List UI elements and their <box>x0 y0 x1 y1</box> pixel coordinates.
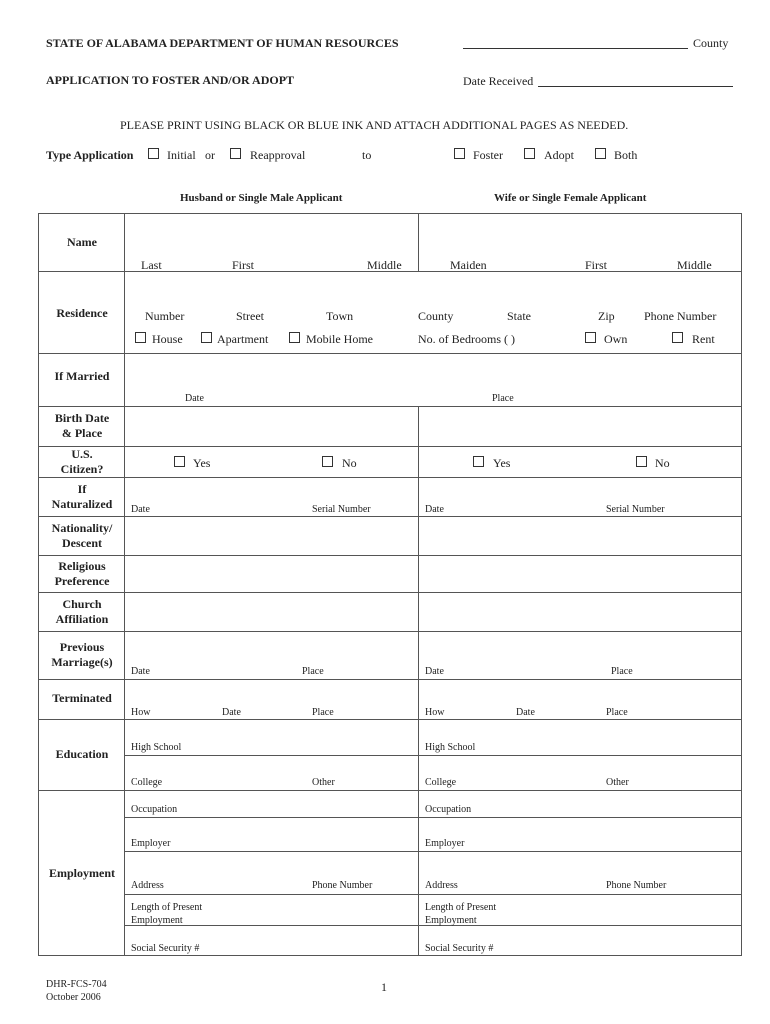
initial-checkbox[interactable] <box>148 148 159 159</box>
wife-length-label-line2: Employment <box>425 915 477 926</box>
apartment-label: Apartment <box>217 332 269 346</box>
husband-phone-label: Phone Number <box>312 880 373 891</box>
phone-number-label: Phone Number <box>644 309 717 323</box>
wife-first-label: First <box>585 258 608 272</box>
husband-previous-date-label: Date <box>131 666 150 677</box>
rent-label: Rent <box>692 332 715 346</box>
row-line <box>124 894 742 895</box>
adopt-label: Adopt <box>544 148 574 162</box>
row-line <box>38 679 742 680</box>
husband-length-label-line1: Length of Present <box>131 902 203 913</box>
husband-citizen-no-label: No <box>342 456 357 470</box>
wife-previous-date-label: Date <box>425 666 444 677</box>
religious-label-line1: Religious <box>58 559 106 573</box>
church-label-line2: Affiliation <box>55 612 109 626</box>
wife-maiden-label: Maiden <box>450 258 487 272</box>
wife-other-label: Other <box>606 777 629 788</box>
wife-citizen-no-checkbox[interactable] <box>636 456 647 467</box>
column-divider <box>418 406 419 956</box>
husband-citizen-yes-label: Yes <box>193 456 211 470</box>
husband-previous-place-label: Place <box>302 666 324 677</box>
wife-citizen-no-label: No <box>655 456 670 470</box>
or-text: or <box>205 148 215 162</box>
wife-citizen-yes-checkbox[interactable] <box>473 456 484 467</box>
row-line <box>38 516 742 517</box>
house-checkbox[interactable] <box>135 332 146 343</box>
terminated-label: Terminated <box>52 691 112 705</box>
type-application-label: Type Application <box>46 148 134 162</box>
agency-title: STATE OF ALABAMA DEPARTMENT OF HUMAN RESOURCES <box>46 36 399 50</box>
husband-occupation-label: Occupation <box>131 804 178 815</box>
husband-column-header: Husband or Single Male Applicant <box>180 192 343 204</box>
naturalized-label-line2: Naturalized <box>51 497 113 511</box>
husband-college-label: College <box>131 777 163 788</box>
if-married-label: If Married <box>54 369 110 383</box>
bedrooms-label: No. of Bedrooms ( ) <box>418 332 515 346</box>
street-label: Street <box>236 309 264 323</box>
wife-column-header: Wife or Single Female Applicant <box>494 192 647 204</box>
own-label: Own <box>604 332 628 346</box>
row-line <box>124 817 742 818</box>
both-label: Both <box>614 148 638 162</box>
husband-serial-number-label: Serial Number <box>312 504 371 515</box>
birth-date-label-line1: Birth Date <box>54 411 110 425</box>
birth-date-label-line2: & Place <box>61 426 103 440</box>
citizen-label-line1: U.S. <box>71 447 93 461</box>
instructions: PLEASE PRINT USING BLACK OR BLUE INK AND ATTACH ADDITIONAL PAGES AS NEEDED. <box>120 118 629 132</box>
religious-label-line2: Preference <box>54 574 110 588</box>
county-label: County <box>693 36 729 50</box>
husband-terminated-date-label: Date <box>222 707 241 718</box>
table-border-right <box>741 213 742 956</box>
row-line <box>38 353 742 354</box>
county-label-residence: County <box>418 309 454 323</box>
name-label: Name <box>67 235 97 249</box>
wife-phone-label: Phone Number <box>606 880 667 891</box>
wife-occupation-label: Occupation <box>425 804 472 815</box>
husband-length-label-line2: Employment <box>131 915 183 926</box>
previous-marriages-label-line2: Marriage(s) <box>51 655 113 669</box>
row-line <box>124 755 742 756</box>
wife-previous-place-label: Place <box>611 666 633 677</box>
husband-citizen-no-checkbox[interactable] <box>322 456 333 467</box>
husband-address-label: Address <box>131 880 164 891</box>
date-received-field[interactable] <box>538 86 733 87</box>
form-date: October 2006 <box>46 992 101 1003</box>
husband-last-label: Last <box>141 258 162 272</box>
foster-label: Foster <box>473 148 503 162</box>
form-title: APPLICATION TO FOSTER AND/OR ADOPT <box>46 73 295 87</box>
citizen-label <box>39 447 125 477</box>
town-label: Town <box>326 309 354 323</box>
residence-label: Residence <box>56 306 108 320</box>
rent-checkbox[interactable] <box>672 332 683 343</box>
date-received-label: Date Received <box>463 74 534 88</box>
husband-terminated-how-label: How <box>131 707 151 718</box>
wife-terminated-date-label: Date <box>516 707 535 718</box>
wife-length-label-line1: Length of Present <box>425 902 497 913</box>
reapproval-checkbox[interactable] <box>230 148 241 159</box>
row-line <box>124 851 742 852</box>
religious-label <box>39 559 125 589</box>
wife-terminated-how-label: How <box>425 707 445 718</box>
column-divider <box>418 213 419 272</box>
row-line <box>38 592 742 593</box>
house-label: House <box>152 332 183 346</box>
wife-ssn-label: Social Security # <box>425 943 494 954</box>
row-line <box>38 719 742 720</box>
wife-naturalized-date-label: Date <box>425 504 444 515</box>
employment-label: Employment <box>49 866 115 880</box>
education-label: Education <box>55 747 109 761</box>
married-place-label: Place <box>492 393 514 404</box>
wife-citizen-yes-label: Yes <box>493 456 511 470</box>
wife-employer-label: Employer <box>425 838 465 849</box>
row-line <box>38 631 742 632</box>
husband-high-school-label: High School <box>131 742 182 753</box>
row-line <box>38 446 742 447</box>
husband-employer-label: Employer <box>131 838 171 849</box>
naturalized-label <box>39 482 125 512</box>
birth-date-label <box>39 411 125 441</box>
nationality-label <box>39 521 125 551</box>
both-checkbox[interactable] <box>595 148 606 159</box>
mobile-home-checkbox[interactable] <box>289 332 300 343</box>
married-date-label: Date <box>185 393 204 404</box>
husband-length-label <box>131 901 202 927</box>
row-line <box>38 790 742 791</box>
citizen-label-line2: Citizen? <box>60 462 104 476</box>
wife-serial-number-label: Serial Number <box>606 504 665 515</box>
foster-checkbox[interactable] <box>454 148 465 159</box>
page-number: 1 <box>381 980 387 994</box>
table-border-top <box>38 213 742 214</box>
wife-middle-label: Middle <box>677 258 712 272</box>
husband-first-label: First <box>232 258 255 272</box>
church-label-line1: Church <box>62 597 102 611</box>
reapproval-label: Reapproval <box>250 148 306 162</box>
husband-other-label: Other <box>312 777 335 788</box>
wife-high-school-label: High School <box>425 742 476 753</box>
state-label: State <box>507 309 531 323</box>
zip-label: Zip <box>598 309 615 323</box>
husband-naturalized-date-label: Date <box>131 504 150 515</box>
nationality-label-line2: Descent <box>62 536 102 550</box>
own-checkbox[interactable] <box>585 332 596 343</box>
husband-citizen-yes-checkbox[interactable] <box>174 456 185 467</box>
husband-terminated-place-label: Place <box>312 707 334 718</box>
naturalized-label-line1: If <box>77 482 87 496</box>
husband-middle-label: Middle <box>367 258 402 272</box>
row-line <box>38 477 742 478</box>
initial-label: Initial <box>167 148 196 162</box>
row-line <box>38 406 742 407</box>
husband-ssn-label: Social Security # <box>131 943 200 954</box>
to-text: to <box>362 148 372 162</box>
table-border-bottom <box>38 955 742 956</box>
row-line <box>38 555 742 556</box>
wife-college-label: College <box>425 777 457 788</box>
adopt-checkbox[interactable] <box>524 148 535 159</box>
wife-length-label <box>425 901 496 927</box>
previous-marriages-label <box>39 640 125 670</box>
wife-address-label: Address <box>425 880 458 891</box>
form-number: DHR-FCS-704 <box>46 979 107 990</box>
apartment-checkbox[interactable] <box>201 332 212 343</box>
mobile-home-label: Mobile Home <box>306 332 373 346</box>
church-label <box>39 597 125 627</box>
previous-marriages-label-line1: Previous <box>59 640 105 654</box>
nationality-label-line1: Nationality/ <box>51 521 113 535</box>
county-field[interactable] <box>463 48 688 49</box>
number-label: Number <box>145 309 185 323</box>
wife-terminated-place-label: Place <box>606 707 628 718</box>
